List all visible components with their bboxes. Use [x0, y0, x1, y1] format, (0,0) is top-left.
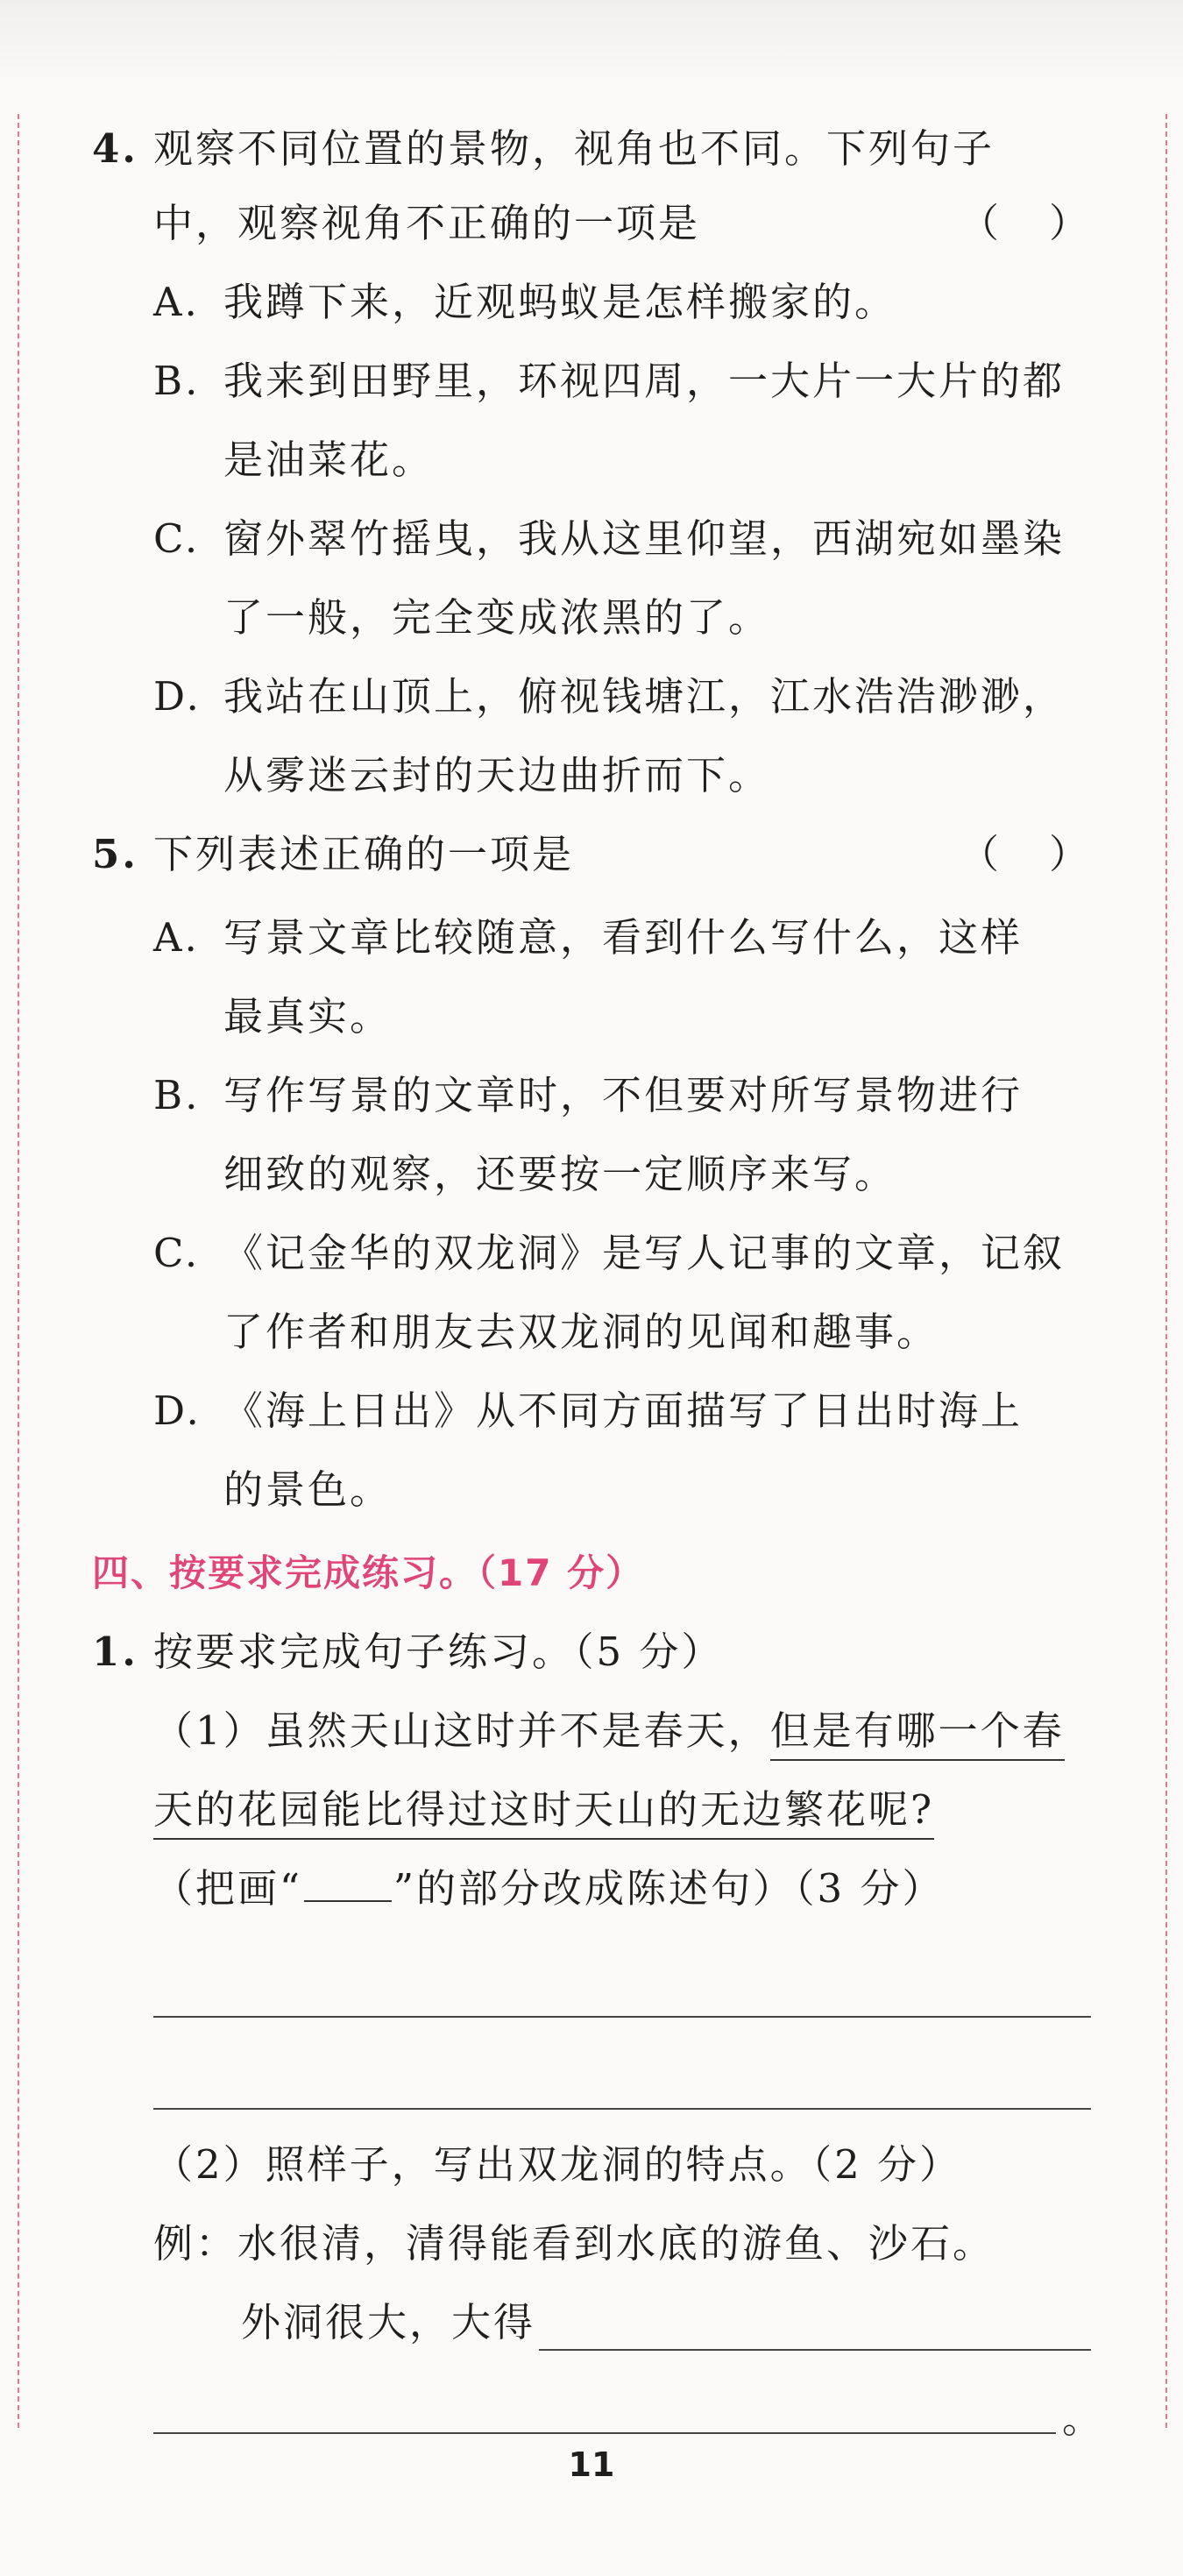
sub1-instruction-text — [153, 1854, 944, 1924]
option-letter: A. — [153, 914, 200, 961]
q5-option-b-cont — [0, 1139, 1183, 1210]
bracket-right: ） — [1048, 200, 1091, 246]
sub2-title: （2）照样子，写出双龙洞的特点。（2 分） — [153, 2141, 962, 2188]
option-letter: C. — [153, 515, 201, 562]
option-text: 《海上日出》从不同方面描写了日出时海上 — [223, 1387, 1024, 1434]
section-4-heading: 四、按要求完成练习。（17 分） — [92, 1551, 645, 1594]
option-text: 的景色。 — [223, 1466, 393, 1513]
option-text: 是油菜花。 — [223, 436, 435, 483]
q5-line-1 — [0, 820, 1183, 890]
option-text: 最真实。 — [223, 993, 393, 1040]
page-number: 11 — [568, 2445, 615, 2484]
option-text: 我蹲下来，近观蚂蚁是怎样搬家的。 — [223, 279, 897, 325]
s4-q1-sub1-line-2 — [0, 1775, 1183, 1845]
q5-option-a-cont — [0, 982, 1183, 1052]
q4-option-c-cont — [0, 583, 1183, 653]
sub1-text — [153, 1696, 1065, 1766]
bracket-right: ） — [1048, 831, 1091, 877]
s4-q1-line — [0, 1617, 1183, 1687]
sub1-underlined-part-1: 但是有哪一个春 — [770, 1707, 1065, 1761]
option-text: 写作写景的文章时，不但要对所写景物进行 — [223, 1072, 1024, 1118]
sub1-prefix: （1）虽然天山这时并不是春天， — [153, 1707, 770, 1754]
instr-before: （把画“ — [153, 1865, 303, 1912]
q4-option-b — [0, 346, 1183, 416]
q4-option-d — [0, 662, 1183, 732]
option-text: 写景文章比较随意，看到什么写什么，这样 — [223, 914, 1024, 961]
s4-q1-title: 按要求完成句子练习。（5 分） — [153, 1629, 724, 1675]
q4-line-1 — [0, 114, 1183, 184]
option-letter: C. — [153, 1230, 201, 1276]
s4-q1-number: 1. — [92, 1629, 138, 1675]
end-period: 。 — [1062, 2395, 1102, 2442]
answer-line-2[interactable] — [153, 2108, 1091, 2110]
q5-stem: 下列表述正确的一项是 — [153, 831, 575, 877]
q5-option-b — [0, 1061, 1183, 1131]
instr-after: ”的部分改成陈述句）（3 分） — [393, 1865, 945, 1912]
q4-option-c — [0, 504, 1183, 574]
option-text: 了一般，完全变成浓黑的了。 — [223, 594, 771, 641]
q4-line-2 — [0, 188, 1183, 259]
sub1-underlined-part-2: 天的花园能比得过这时天山的无边繁花呢? — [153, 1786, 934, 1840]
q4-option-b-cont — [0, 425, 1183, 495]
option-letter: A. — [153, 279, 200, 325]
option-letter: B. — [153, 1072, 201, 1118]
s4-q1-sub2-example — [0, 2209, 1183, 2279]
sub1-text-cont — [153, 1775, 934, 1845]
q5-option-d — [0, 1376, 1183, 1446]
page-top-shadow — [0, 0, 1183, 88]
option-letter: D. — [153, 1387, 202, 1434]
sub2-example: 例：水很清，清得能看到水底的游鱼、沙石。 — [153, 2220, 995, 2267]
q5-option-d-cont — [0, 1455, 1183, 1525]
option-text: 窗外翠竹摇曳，我从这里仰望，西湖宛如墨染 — [223, 515, 1066, 562]
option-text: 了作者和朋友去双龙洞的见闻和趣事。 — [223, 1309, 939, 1355]
q4-stem-line-2: 中，观察视角不正确的一项是 — [153, 200, 701, 246]
bracket-left: （ — [960, 831, 1002, 877]
s4-q1-sub2-title — [0, 2130, 1183, 2200]
option-text: 从雾迷云封的天边曲折而下。 — [223, 752, 771, 798]
answer-line-1[interactable] — [153, 2016, 1091, 2018]
bracket-left: （ — [960, 200, 1002, 246]
s4-q1-sub1-line-1 — [0, 1696, 1183, 1766]
s4-q1-sub1-instruction — [0, 1854, 1183, 1924]
q5-option-c-cont — [0, 1297, 1183, 1367]
option-text: 《记金华的双龙洞》是写人记事的文章，记叙 — [223, 1230, 1066, 1276]
answer-line-4[interactable] — [153, 2432, 1056, 2434]
q4-option-a — [0, 267, 1183, 337]
answer-line-3[interactable] — [539, 2349, 1091, 2351]
option-text: 我站在山顶上，俯视钱塘江，江水浩浩渺渺， — [223, 673, 1066, 720]
q5-option-a — [0, 903, 1183, 973]
q4-stem-line-1: 观察不同位置的景物，视角也不同。下列句子 — [153, 125, 995, 172]
q5-number: 5. — [92, 831, 138, 877]
option-text: 我来到田野里，环视四周，一大片一大片的都 — [223, 358, 1066, 404]
s4-q1-sub2-prompt — [0, 2288, 1183, 2358]
q4-number: 4. — [92, 125, 138, 172]
underline-sample — [304, 1874, 392, 1902]
option-text: 细致的观察，还要按一定顺序来写。 — [223, 1151, 897, 1197]
q4-option-d-cont — [0, 741, 1183, 811]
sub2-prompt: 外洞很大，大得 — [241, 2299, 536, 2345]
option-letter: B. — [153, 358, 201, 404]
option-letter: D. — [153, 673, 202, 720]
q5-option-c — [0, 1218, 1183, 1288]
